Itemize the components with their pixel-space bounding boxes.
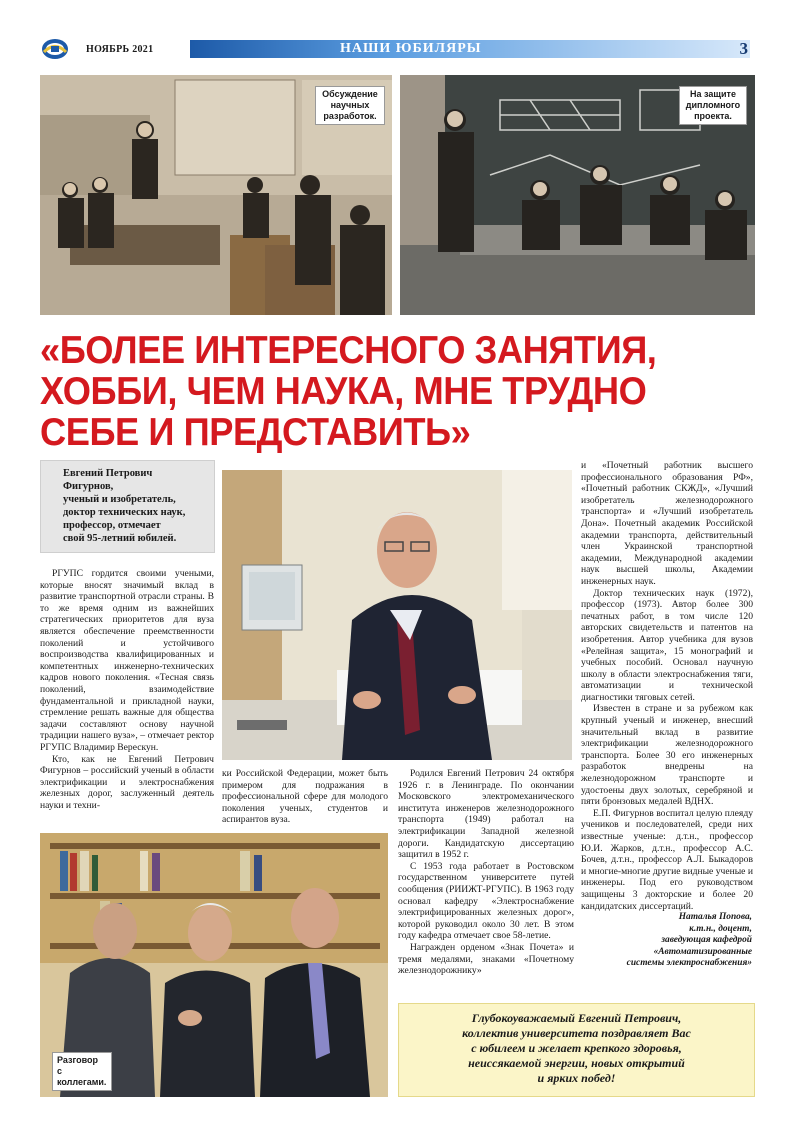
caption-line: На защите xyxy=(690,89,736,99)
paragraph: РГУПС гордится своими учеными, которые вносят значимый вклад в развитие транспортной отрасли страны. В то же время одним из важнейших стратегических приоритетов для вуза является обеспечение преемственности поколений и устойчивого воспроизводства квалифицированных и компетентных инженерно-технических кадров нового поколения. «Тесная связь поколений, взаимодействие фундаментальной и прикладной науки, стремление решать важные для общества задачи составляют основу научной традиции нашего вуза», – отмечает ректор РГУПС Владимир Верескун. xyxy=(40,568,214,753)
author-title: к.т.н., доцент, xyxy=(689,923,752,934)
text-column-2 xyxy=(222,768,388,826)
paragraph: и «Почетный работник высшего профессионального образования РФ», «Почетный работник СКЖД», «Лучший изобретатель железнодорожного транспорта» и «Лучший изобретатель Дона». Почетный академик Российской академии транспорта, действительный член Украинской транспортной академии, Международной академии наук высшей школы, Академии инженерных наук. xyxy=(581,460,753,587)
paragraph: Награжден орденом «Знак Почета» и тремя медалями, знаками «Почетному железнодорожнику» xyxy=(398,941,574,977)
page-number: 3 xyxy=(739,39,748,58)
caption-line: разработок. xyxy=(323,111,377,121)
caption-line: Разговор xyxy=(57,1055,99,1065)
greeting-box xyxy=(398,1003,755,1097)
caption-defense xyxy=(679,86,747,125)
caption-colleagues xyxy=(52,1052,112,1091)
section-title: НАШИ ЮБИЛЯРЫ xyxy=(340,41,482,56)
issue-date: НОЯБРЬ 2021 xyxy=(86,44,154,55)
lead-line: Фигурнов, xyxy=(63,481,114,492)
author-name: Наталья Попова, xyxy=(678,912,752,922)
greeting-line: неиссякаемой энергии, новых открытий xyxy=(468,1056,685,1070)
lead-line: свой 95-летний юбилей. xyxy=(63,533,177,544)
caption-line: проекта. xyxy=(694,111,732,121)
lead-line: Евгений Петрович xyxy=(63,468,153,479)
greeting-line: Глубокоуважаемый Евгений Петрович, xyxy=(471,1011,682,1025)
article-headline xyxy=(40,330,705,453)
caption-line: Обсуждение xyxy=(322,89,378,99)
paragraph: Известен в стране и за рубежом как крупный ученый и инженер, внесший значительный вклад в развитие электрификации железнодорожного транспорта. Более 30 его инженерных разработок внедрены на железнодорожном транспорте и удостоены двух золотых, серебряной и пяти бронзовых медалей ВДНХ. xyxy=(581,703,753,808)
headline-line: СЕБЕ И ПРЕДСТАВИТЬ» xyxy=(40,411,471,454)
article-lead-box xyxy=(40,460,215,553)
caption-line: дипломного xyxy=(685,100,741,110)
caption-line: с коллегами. xyxy=(57,1066,107,1087)
paragraph: ки Российской Федерации, может быть примером для подражания в профессиональной сфере для молодого поколения ученых, студентов и аспирантов вуза. xyxy=(222,768,388,826)
paragraph: Доктор технических наук (1972), профессор (1973). Автор более 300 печатных работ, в том числе 120 авторских свидетельств и патентов на изобретения. Автор учебника для вузов «Релейная защита», 15 монографий и учебных пособий. Основал научную школу в области электроснабжения тяги, автоматизации и технической диагностики тяговых сетей. xyxy=(581,587,753,703)
paragraph: Е.П. Фигурнов воспитал целую плеяду учеников и последователей, среди них известные ученые: д.т.н., профессор Ю.И. Жарков, д.т.н., профессор А.С. Бочев, д.т.н., профессор А.Л. Быкадоров и многие-многие другие видные ученые и инженеры. Под его руководством защищены 3 докторские и более 20 кандидатских диссертаций. xyxy=(581,807,753,912)
caption-discussion xyxy=(315,86,385,125)
photo-portrait-figurnov xyxy=(222,470,572,760)
headline-line: ХОББИ, ЧЕМ НАУКА, МНЕ ТРУДНО xyxy=(40,370,647,413)
greeting-line: и ярких побед! xyxy=(537,1071,616,1085)
text-column-3 xyxy=(398,768,574,977)
text-column-4 xyxy=(581,460,753,912)
author-title: заведующая кафедрой xyxy=(661,935,752,945)
author-title: системы электроснабжения» xyxy=(626,958,752,968)
caption-line: научных xyxy=(330,100,370,110)
lead-line: ученый и изобретатель, xyxy=(63,494,176,505)
greeting-line: с юбилеем и желает крепкого здоровья, xyxy=(471,1041,682,1055)
text-column-1 xyxy=(40,568,214,811)
university-logo-icon xyxy=(40,35,70,61)
paragraph: Кто, как не Евгений Петрович Фигурнов – российский ученый в области электрификации и электроснабжения железных дорог, заслуженный деятель науки и техни- xyxy=(40,753,214,811)
page-header xyxy=(40,38,750,60)
lead-line: доктор технических наук, xyxy=(63,507,186,518)
author-title: «Автоматизированные xyxy=(653,946,752,957)
lead-line: профессор, отмечает xyxy=(63,520,161,531)
paragraph: Родился Евгений Петрович 24 октября 1926 г. в Ленинграде. По окончании Московского электромеханического института инженеров железнодорожного транспорта (1949) работал на электрификации Западной железной дороги. Кандидатскую диссертацию защитил в 1952 г. xyxy=(398,768,574,861)
headline-line: «БОЛЕЕ ИНТЕРЕСНОГО ЗАНЯТИЯ, xyxy=(40,329,657,372)
paragraph: С 1953 года работает в Ростовском государственном университете путей сообщения (РИИЖТ-РГУПС). В 1963 году основал кафедру «Электроснабжение электрифицированных железных дорог», которой руководил около 30 лет. В этом году кафедра отмечает свое 58-летие. xyxy=(398,860,574,942)
author-signature xyxy=(597,912,752,970)
greeting-line: коллектив университета поздравляет Вас xyxy=(462,1026,691,1040)
